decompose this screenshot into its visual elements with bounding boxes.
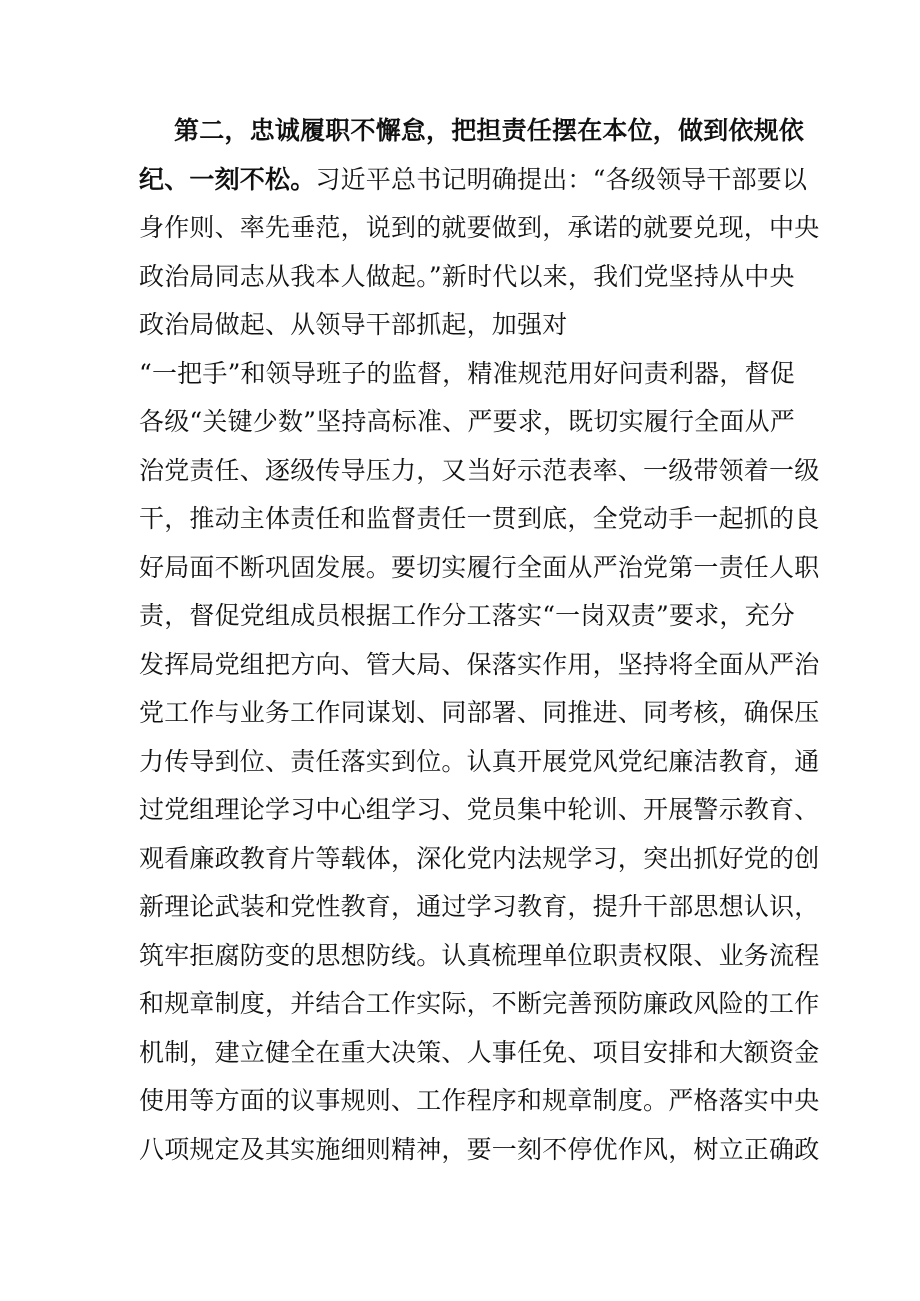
paragraph-line-7 — [139, 406, 795, 438]
body-text: 责，督促党组成员根据工作分工落实“一岗双责”要求，充分 — [139, 601, 795, 630]
paragraph-line-16 — [139, 843, 820, 875]
paragraph-line-1 — [174, 115, 805, 147]
paragraph-line-12 — [139, 649, 820, 681]
body-text: 观看廉政教育片等载体，深化党内法规学习，突出抓好党的创 — [139, 844, 820, 873]
body-text: 各级“关键少数”坚持高标准、严要求，既切实履行全面从严 — [139, 407, 795, 436]
body-text: 使用等方面的议事规则、工作程序和规章制度。严格落实中央 — [139, 1086, 820, 1115]
paragraph-line-6 — [139, 358, 795, 390]
paragraph-line-15 — [139, 794, 820, 826]
body-text: 身作则、率先垂范，说到的就要做到，承诺的就要兑现，中央 — [139, 213, 820, 242]
paragraph-line-17 — [139, 891, 820, 923]
body-text: 和规章制度，并结合工作实际，不断完善预防廉政风险的工作 — [139, 989, 820, 1018]
body-text: 习近平总书记明确提出：“各级领导干部要以 — [315, 165, 808, 194]
paragraph-line-21 — [139, 1085, 820, 1117]
body-text: 政治局同志从我本人做起。”新时代以来，我们党坚持从中央 — [139, 262, 795, 291]
body-text: 机制，建立健全在重大决策、人事任免、项目安排和大额资金 — [139, 1038, 820, 1067]
paragraph-line-18 — [139, 940, 820, 972]
paragraph-line-2 — [139, 164, 808, 196]
body-text: 新理论武装和党性教育，通过学习教育，提升干部思想认识， — [139, 892, 820, 921]
paragraph-line-8 — [139, 455, 820, 487]
body-text: 发挥局党组把方向、管大局、保落实作用，坚持将全面从严治 — [139, 650, 820, 679]
body-text: 八项规定及其实施细则精神，要一刻不停优作风，树立正确政 — [139, 1135, 820, 1164]
body-text: 力传导到位、责任落实到位。认真开展党风党纪廉洁教育，通 — [139, 747, 820, 776]
paragraph-line-13 — [139, 697, 820, 729]
paragraph-line-11 — [139, 600, 795, 632]
paragraph-line-22 — [139, 1134, 820, 1166]
paragraph-line-5 — [139, 309, 779, 341]
heading-text: 第二，忠诚履职不懈怠，把担责任摆在本位，做到依规依 — [174, 116, 805, 145]
body-text: 政治局做起、从领导干部抓起，加强对 — [139, 310, 568, 339]
paragraph-line-20 — [139, 1037, 820, 1069]
body-text: 过党组理论学习中心组学习、党员集中轮训、开展警示教育、 — [139, 795, 820, 824]
paragraph-line-4 — [139, 261, 795, 293]
body-text: 筑牢拒腐防变的思想防线。认真梳理单位职责权限、业务流程 — [139, 941, 820, 970]
body-text: 治党责任、逐级传导压力，又当好示范表率、一级带领着一级 — [139, 456, 820, 485]
paragraph-line-19 — [139, 988, 820, 1020]
body-text: “一把手”和领导班子的监督，精准规范用好问责利器，督促 — [139, 359, 795, 388]
paragraph-line-14 — [139, 746, 820, 778]
paragraph-line-9 — [139, 503, 820, 535]
paragraph-line-3 — [139, 212, 820, 244]
body-text: 党工作与业务工作同谋划、同部署、同推进、同考核，确保压 — [139, 698, 820, 727]
body-text: 好局面不断巩固发展。要切实履行全面从严治党第一责任人职 — [139, 553, 820, 582]
body-text: 干，推动主体责任和监督责任一贯到底，全党动手一起抓的良 — [139, 504, 820, 533]
heading-text: 纪、一刻不松。 — [139, 165, 316, 194]
paragraph-line-10 — [139, 552, 820, 584]
